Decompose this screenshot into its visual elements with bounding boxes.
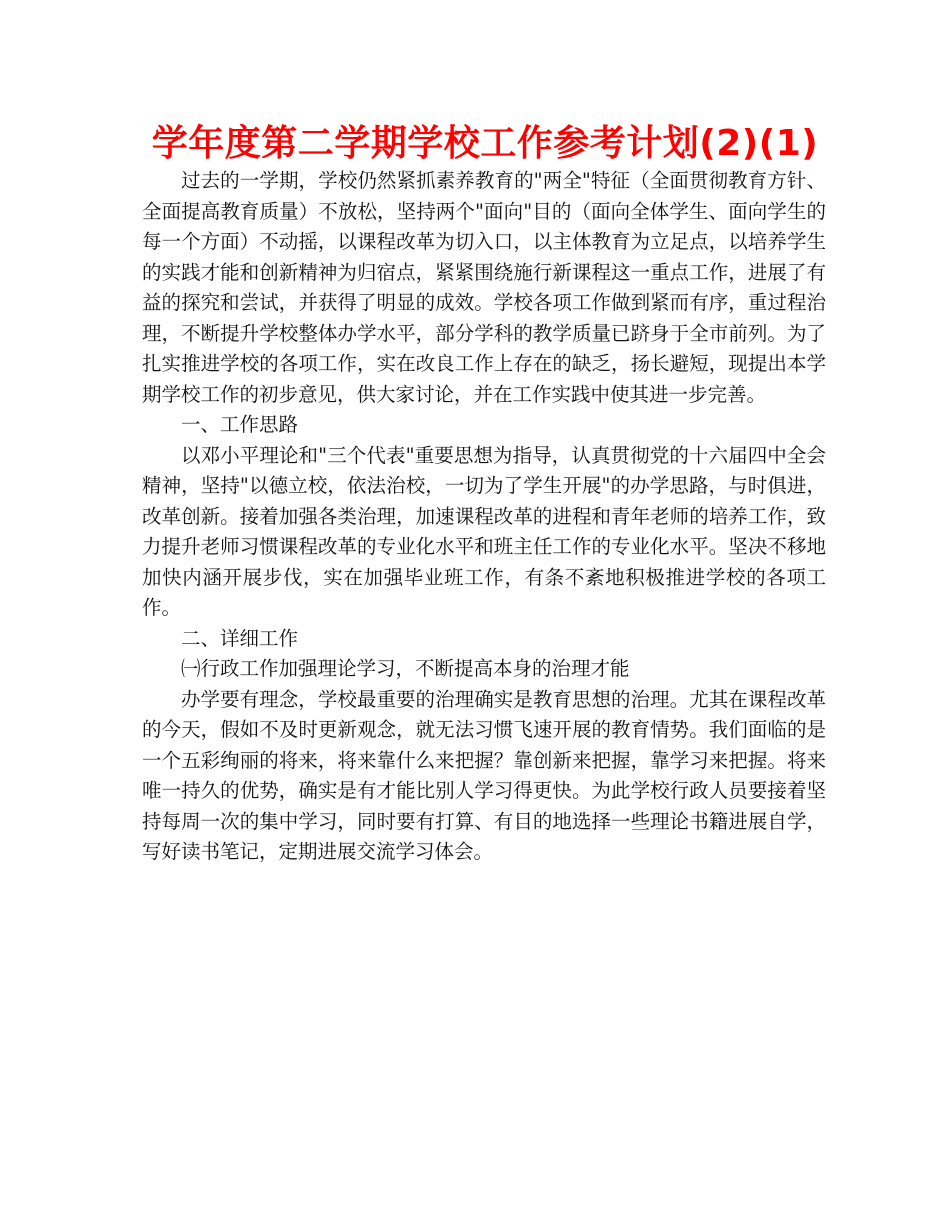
subsection-heading-administration: ㈠行政工作加强理论学习，不断提高本身的治理才能 <box>181 657 630 680</box>
paragraph-intro: 过去的一学期，学校仍然紧抓素养教育的"两全"特征（全面贯彻教育方针、全面提高教育质量）不放松，坚持两个"面向"目的（面向全体学生、面向学生的每一个方面）不动摇，以课程改革为切入口，以主体教育为立足点，以培养学生的实践才能和创新精神为归宿点，紧紧围绕施行新课程这一重点工作，进展了有益的探究和尝试，并获得了明显的成效。学校各项工作做到紧而有序，重过程治理，不断提升学校整体办学水平，部分学科的教学质量已跻身于全市前列。为了扎实推进学校的各项工作，实在改良工作上存在的缺乏，扬长避短，现提出本学期学校工作的初步意见，供大家讨论，并在工作实践中使其进一步完善。 <box>142 169 826 406</box>
document-title: 学年度第二学期学校工作参考计划(2)(1) <box>151 123 819 164</box>
paragraph-work-ideas: 以邓小平理论和"三个代表"重要思想为指导，认真贯彻党的十六届四中全会精神，坚持"以德立校，依法治校，一切为了学生开展"的办学思路，与时俱进，改革创新。接着加强各类治理，加速课程改革的进程和青年老师的培养工作，致力提升老师习惯课程改革的专业化水平和班主任工作的专业化水平。坚决不移地加快内涵开展步伐，实在加强毕业班工作，有条不紊地积极推进学校的各项工作。 <box>142 443 826 619</box>
section-heading-detailed-work: 二、详细工作 <box>181 626 299 650</box>
section-heading-work-ideas: 一、工作思路 <box>181 413 299 436</box>
document-body <box>142 166 826 868</box>
paragraph-administration: 办学要有理念，学校最重要的治理确实是教育思想的治理。尤其在课程改革的今天，假如不及时更新观念，就无法习惯飞速开展的教育情势。我们面临的是一个五彩绚丽的将来，将来靠什么来把握？靠创新来把握，靠学习来把握。将来唯一持久的优势，确实是有才能比别人学习得更快。为此学校行政人员要接着坚持每周一次的集中学习，同时要有打算、有目的地选择一些理论书籍进展自学，写好读书笔记，定期进展交流学习体会。 <box>142 687 826 863</box>
